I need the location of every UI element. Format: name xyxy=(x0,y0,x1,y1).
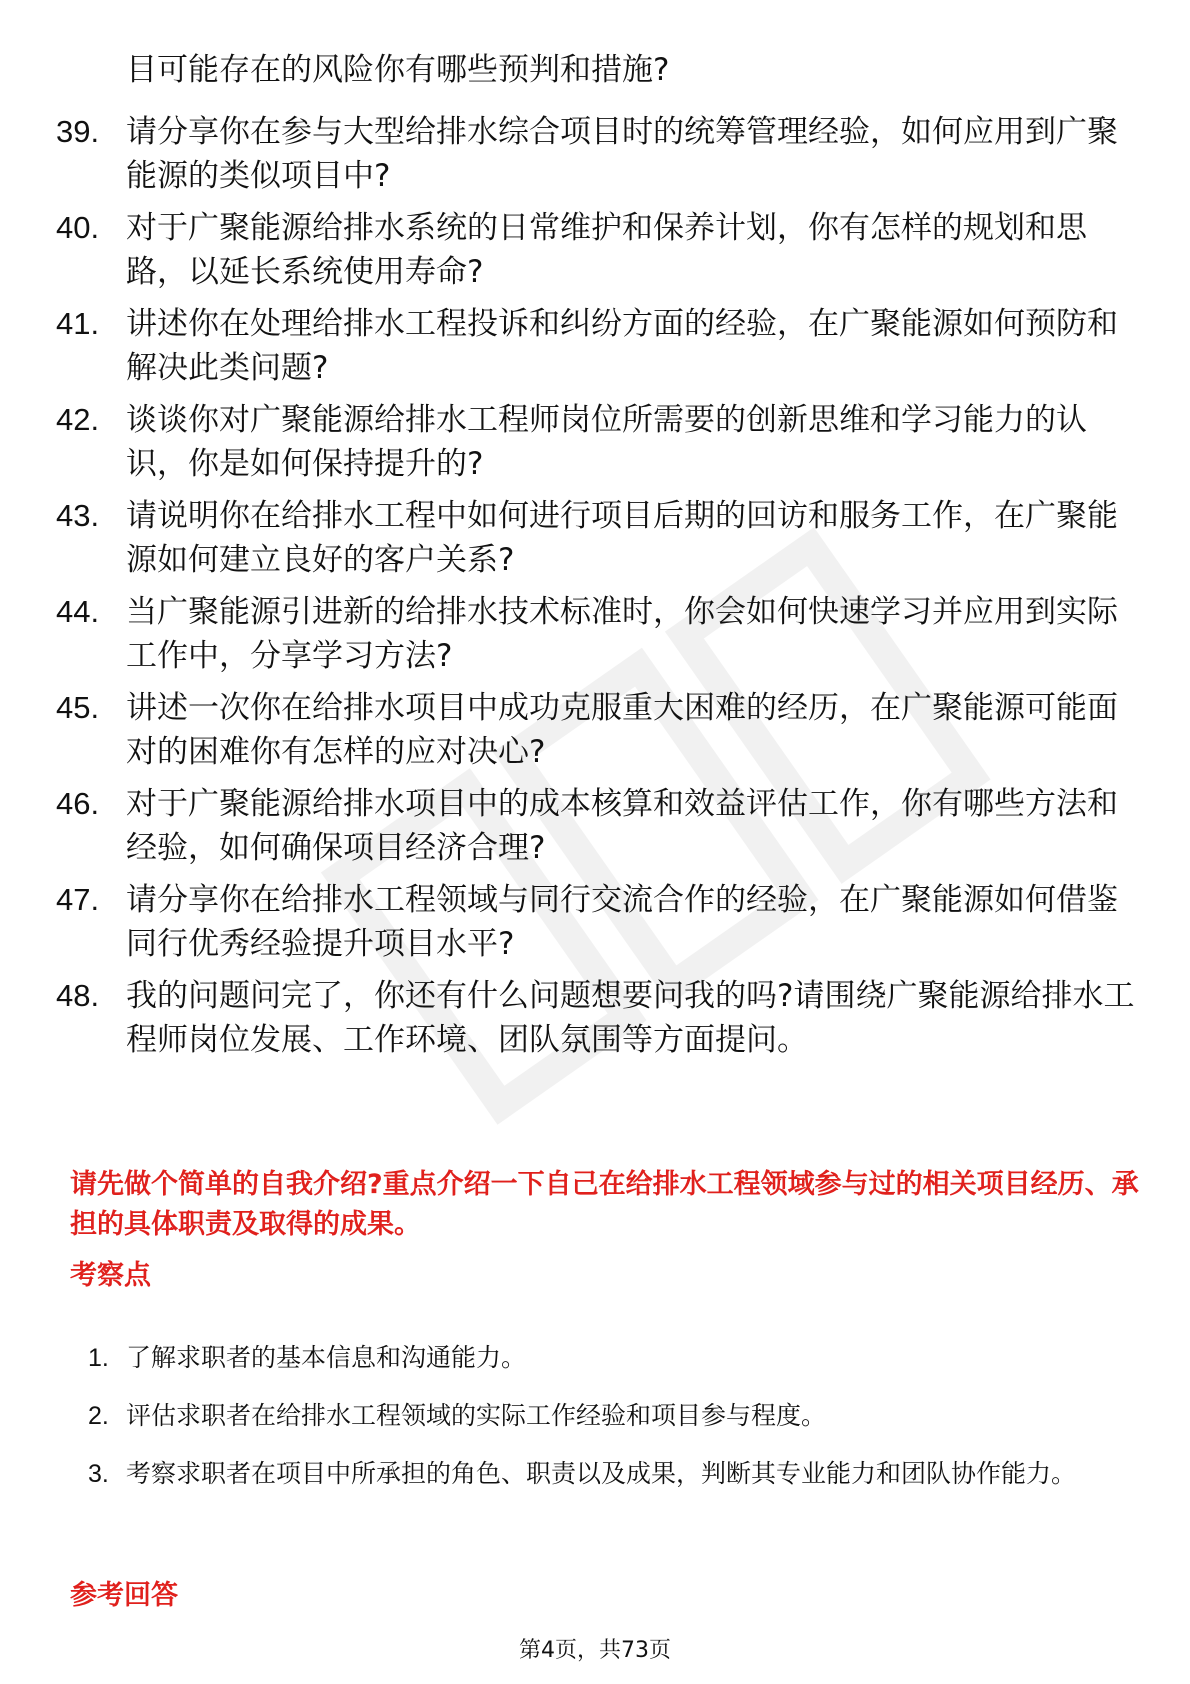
list-item xyxy=(0,110,1190,206)
list-item xyxy=(0,494,1190,590)
point-text: 考察求职者在项目中所承担的角色、职责以及成果，判断其专业能力和团队协作能力。 xyxy=(126,1459,1077,1488)
section-title-cankao: 参考回答 xyxy=(70,1580,178,1611)
highlighted-question: 请先做个简单的自我介绍?重点介绍一下自己在给排水工程领域参与过的相关项目经历、承担的具体职责及取得的成果。 xyxy=(70,1169,1139,1240)
question-text: 请分享你在给排水工程领域与同行交流合作的经验，在广聚能源如何借鉴同行优秀经验提升项目水平? xyxy=(126,882,1118,962)
question-number: 40. xyxy=(56,210,100,245)
list-item xyxy=(0,398,1190,494)
point-text: 了解求职者的基本信息和沟通能力。 xyxy=(126,1343,527,1372)
point-number: 1. xyxy=(88,1344,109,1372)
question-text: 请分享你在参与大型给排水综合项目时的统筹管理经验，如何应用到广聚能源的类似项目中? xyxy=(126,114,1118,194)
question-text: 讲述一次你在给排水项目中成功克服重大困难的经历，在广聚能源可能面对的困难你有怎样的应对决心? xyxy=(126,690,1118,770)
point-number: 3. xyxy=(88,1460,109,1488)
question-number: 41. xyxy=(56,306,100,341)
question-text: 当广聚能源引进新的给排水技术标准时，你会如何快速学习并应用到实际工作中，分享学习方法? xyxy=(126,594,1118,674)
list-item xyxy=(0,974,1190,1070)
question-number: 43. xyxy=(56,498,100,533)
list-item xyxy=(0,590,1190,686)
list-item xyxy=(0,302,1190,398)
section-title-kaochadian: 考察点 xyxy=(70,1260,151,1291)
question-text: 对于广聚能源给排水系统的日常维护和保养计划，你有怎样的规划和思路，以延长系统使用寿命? xyxy=(126,210,1087,290)
question-number: 39. xyxy=(56,114,100,149)
point-number: 2. xyxy=(88,1402,109,1430)
question-number: 44. xyxy=(56,594,100,629)
question-text: 讲述你在处理给排水工程投诉和纠纷方面的经验，在广聚能源如何预防和解决此类问题? xyxy=(126,306,1118,386)
question-text: 我的问题问完了，你还有什么问题想要问我的吗?请围绕广聚能源给排水工程师岗位发展、工作环境、团队氛围等方面提问。 xyxy=(126,978,1135,1058)
question-number: 45. xyxy=(56,690,100,725)
question-text: 谈谈你对广聚能源给排水工程师岗位所需要的创新思维和学习能力的认识，你是如何保持提升的? xyxy=(126,402,1087,482)
question-text: 对于广聚能源给排水项目中的成本核算和效益评估工作，你有哪些方法和经验，如何确保项目经济合理? xyxy=(126,786,1118,866)
point-text: 评估求职者在给排水工程领域的实际工作经验和项目参与程度。 xyxy=(126,1401,827,1430)
question-number: 46. xyxy=(56,786,100,821)
list-item xyxy=(0,686,1190,782)
question-number: 47. xyxy=(56,882,100,917)
question-number: 42. xyxy=(56,402,100,437)
list-item xyxy=(0,782,1190,878)
list-item xyxy=(0,878,1190,974)
question-number: 48. xyxy=(56,978,100,1013)
question-continuation: 目可能存在的风险你有哪些预判和措施? xyxy=(126,52,670,88)
question-text: 请说明你在给排水工程中如何进行项目后期的回访和服务工作，在广聚能源如何建立良好的客户关系? xyxy=(126,498,1118,578)
list-item xyxy=(0,206,1190,302)
page-footer: 第4页，共73页 xyxy=(519,1638,671,1663)
